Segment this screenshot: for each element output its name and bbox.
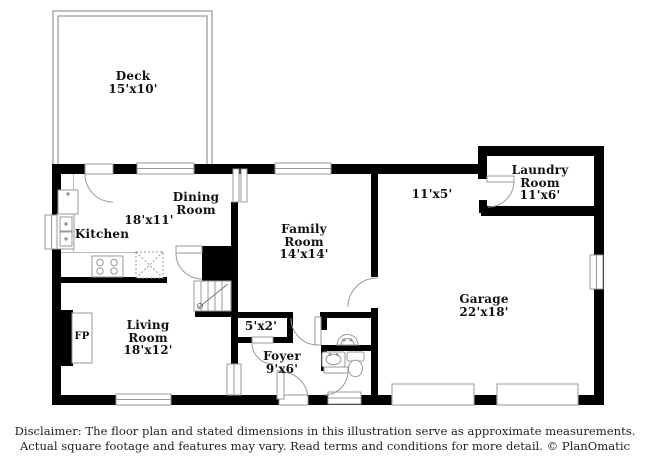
disclaimer [0,424,650,454]
room-name: Living [126,318,170,332]
room-name: Room [520,175,560,190]
room-dims: 11'x6' [519,188,561,202]
room-name: Room [284,234,324,249]
door-front [277,371,308,405]
room-name: Laundry [511,163,569,177]
bath-wall-sink [337,335,358,346]
wall-stairs-bottom [195,311,235,317]
door-bathroom [324,367,348,395]
label-garage [444,293,524,318]
room-dims: 9'x6' [265,361,299,376]
room-name: Garage [459,292,509,306]
label-dining-room [156,191,236,216]
window-top-family [275,163,331,174]
chimney-block [202,246,233,281]
window-foyer [227,364,241,395]
room-dims: 18'x11' [124,213,174,227]
room-dims: 5'x2' [244,319,278,333]
label-fireplace [67,332,97,342]
wall-bath-top [320,312,378,318]
label-deck [93,70,173,95]
window-top-kitchen [137,163,194,174]
label-laundry-room [500,164,580,202]
wall-bath-divider [321,345,378,351]
room-name: Family [281,222,327,236]
toilet [347,352,364,377]
room-dims: 11'x5' [411,187,453,201]
label-living-room [108,319,188,357]
label-foyer [242,350,322,375]
window-right-garage [590,255,603,289]
door-family-garage [348,277,379,308]
wall-laundry-top [478,146,604,156]
window-bottom-living [116,394,171,405]
garage-door-1 [392,384,474,405]
wall-garage-left-upper [371,174,378,278]
bath-vanity-sink [322,352,345,367]
fireplace-text: FP [74,331,90,342]
label-family-room [264,223,344,261]
wall-laundry-left-upper [478,146,487,179]
disclaimer-line-1: Disclaimer: The floor plan and stated dimensions in this illustration serve as approximate measurements. [14,424,636,438]
room-name: Room [176,202,216,217]
wall-garage-left-lower [371,307,378,396]
wall-top-main [52,164,486,174]
door-foyer-family [291,317,321,345]
window-left-kitchen [45,215,58,249]
room-name: Room [128,330,168,345]
label-hallway-dims [392,188,472,201]
room-dims: 15'x10' [108,81,158,96]
room-dims: 22'x18' [459,304,509,319]
room-name: Dining [172,190,220,204]
wall-stairs-right [231,247,238,318]
label-kitchen [62,228,142,241]
stove [92,256,123,277]
wall-closet-bottom-right [272,337,293,343]
room-dims: 18'x12' [123,343,173,357]
stairs [194,281,231,311]
wall-closet-top [235,312,293,318]
door-kitchen-stairs [176,246,202,279]
kitchen-appliance-space [136,252,163,278]
garage-door-2 [497,384,578,405]
room-name: Foyer [263,349,301,363]
door-deck [85,164,113,202]
label-closet-dims [231,320,291,333]
room-dims: 14'x14' [279,247,329,261]
disclaimer-line-2: Actual square footage and features may vary. Read terms and conditions for more detail. © PlanOmatic [19,439,631,453]
room-name: Deck [115,69,151,83]
room-name: Kitchen [74,227,130,241]
wall-laundry-bottom [481,206,604,216]
refrigerator [58,190,78,214]
